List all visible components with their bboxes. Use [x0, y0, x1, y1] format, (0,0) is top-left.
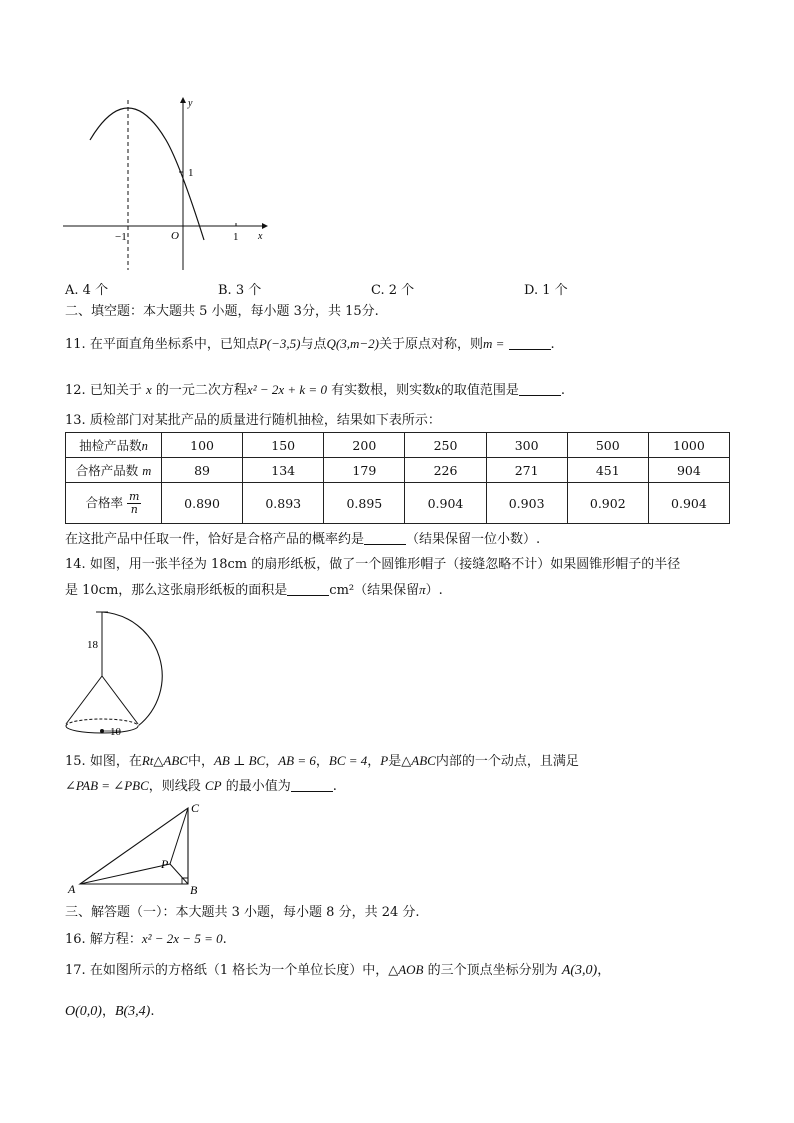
- table-cell: 100: [162, 433, 243, 458]
- table-header-rate: 合格率 $\frac{m}{n}$: [66, 483, 162, 524]
- question-13-followup: 在这批产品中任取一件，恰好是合格产品的概率约是 （结果保留一位小数）.: [65, 532, 541, 547]
- x-label: x: [258, 231, 263, 242]
- quality-table: [65, 432, 730, 524]
- cone-sector-figure: [60, 604, 180, 740]
- table-row: [66, 458, 730, 483]
- table-cell: 1000: [648, 433, 729, 458]
- parabola-curve: [90, 108, 204, 240]
- table-cell: 0.890: [162, 483, 243, 524]
- label-18: 18: [87, 639, 98, 651]
- table-cell: 0.904: [648, 483, 729, 524]
- question-17-line-2: O(0,0)，B(3,4).: [65, 1004, 155, 1019]
- answer-blank-15[interactable]: [291, 777, 333, 792]
- table-cell: 226: [405, 458, 486, 483]
- question-14-line-2: 是 10cm，那么这张扇形纸板的面积是 cm²（结果保留π）.: [65, 582, 443, 598]
- y-label: y: [188, 98, 193, 109]
- question-17-line-1: 17. 在如图所示的方格纸（1 格长为一个单位长度）中，△AOB 的三个顶点坐标分别为 A(3,0)，: [65, 962, 611, 978]
- label-a: A: [68, 882, 76, 896]
- label-10: 10: [110, 726, 121, 738]
- label-c: C: [191, 801, 200, 815]
- question-15-line-1: 15. 如图，在Rt△ABC中，AB ⊥ BC，AB = 6，BC = 4，P是△ABC内部的一个动点，且满足: [65, 753, 579, 769]
- table-row: [66, 483, 730, 524]
- question-16: 16. 解方程：x² − 2x − 5 = 0.: [65, 931, 227, 947]
- label-b: B: [190, 883, 198, 897]
- table-cell: 0.893: [243, 483, 324, 524]
- table-cell: 0.903: [486, 483, 567, 524]
- table-cell: 904: [648, 458, 729, 483]
- parabola-graph: [60, 92, 275, 274]
- triangle-figure: [60, 798, 210, 898]
- question-12: 12. 已知关于 x 的一元二次方程x² − 2x + k = 0 有实数根，则实数k的取值范围是 .: [65, 382, 566, 398]
- label-p: P: [161, 857, 169, 871]
- answer-blank-11[interactable]: [509, 335, 551, 350]
- table-cell: 500: [567, 433, 648, 458]
- question-14-line-1: 14. 如图，用一张半径为 18cm 的扇形纸板，做了一个圆锥形帽子（接缝忽略不计）如果圆锥形帽子的半径: [65, 557, 681, 572]
- table-cell: 0.902: [567, 483, 648, 524]
- answer-blank-13[interactable]: [364, 530, 406, 545]
- table-cell: 451: [567, 458, 648, 483]
- choice-b[interactable]: B. 3 个: [218, 283, 262, 298]
- table-cell: 300: [486, 433, 567, 458]
- answer-blank-14[interactable]: [287, 581, 329, 596]
- table-header-m: 合格产品数 m: [66, 458, 162, 483]
- sector-arc: [102, 612, 162, 726]
- table-cell: 150: [243, 433, 324, 458]
- question-13: 13. 质检部门对某批产品的质量进行随机抽检，结果如下表所示：: [65, 413, 441, 428]
- question-11: 11. 在平面直角坐标系中，已知点P(−3,5)与点Q(3,m−2)关于原点对称，则m = .: [65, 336, 555, 352]
- choice-c[interactable]: C. 2 个: [371, 283, 415, 298]
- tick-neg1-x: −1: [115, 231, 127, 243]
- table-header-n: 抽检产品数n: [66, 433, 162, 458]
- table-cell: 0.895: [324, 483, 405, 524]
- table-cell: 89: [162, 458, 243, 483]
- question-15-line-2: ∠PAB = ∠PBC，则线段 CP 的最小值为 .: [65, 778, 337, 794]
- section-3-heading: 三、解答题（一）：本大题共 3 小题，每小题 8 分，共 24 分.: [65, 905, 420, 920]
- table-cell: 179: [324, 458, 405, 483]
- choice-a[interactable]: A. 4 个: [65, 283, 109, 298]
- table-cell: 271: [486, 458, 567, 483]
- table-row: [66, 433, 730, 458]
- tick-1-y: 1: [188, 167, 194, 179]
- table-cell: 0.904: [405, 483, 486, 524]
- table-cell: 250: [405, 433, 486, 458]
- triangle-abc: [80, 808, 188, 884]
- answer-blank-12[interactable]: [519, 381, 561, 396]
- tick-1-x: 1: [233, 231, 239, 243]
- choice-d[interactable]: D. 1 个: [524, 283, 568, 298]
- table-cell: 200: [324, 433, 405, 458]
- origin-label: O: [171, 230, 179, 242]
- section-2-heading: 二、填空题：本大题共 5 小题，每小题 3分，共 15分.: [65, 304, 379, 319]
- table-cell: 134: [243, 458, 324, 483]
